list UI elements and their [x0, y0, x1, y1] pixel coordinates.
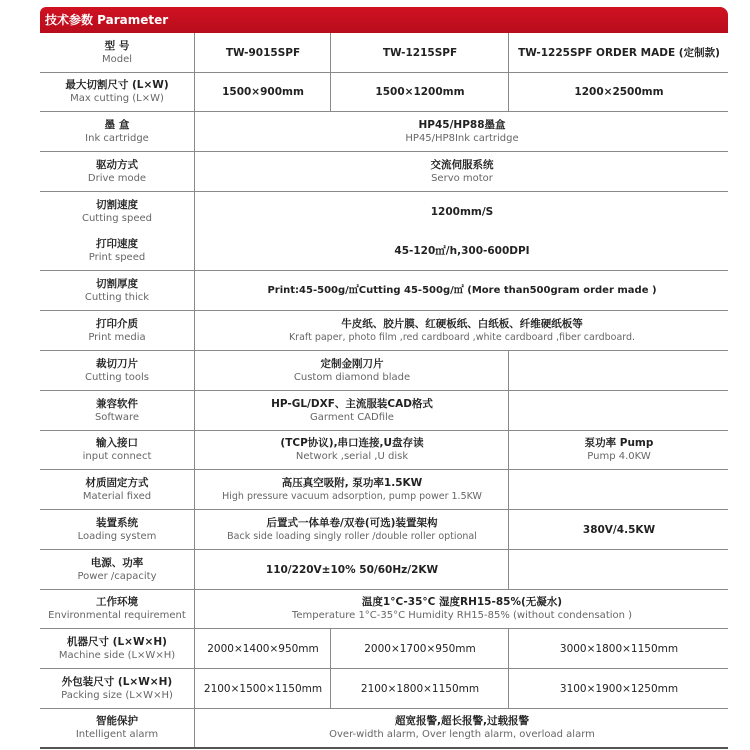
value-en: Servo motor — [431, 172, 493, 184]
cell-max-cutting-2 — [330, 73, 509, 111]
cell-max-cutting-3 — [508, 73, 729, 111]
table-row-drive — [40, 152, 728, 192]
table-row-loading — [40, 510, 728, 550]
cell-alarm — [194, 709, 729, 747]
label-zh: 裁切刀片 — [96, 357, 138, 370]
cell-print-media — [194, 311, 729, 350]
label-en: Machine side (L×W×H) — [58, 649, 176, 661]
row-label — [40, 669, 194, 708]
value-zh: HP45/HP88墨盒 — [418, 118, 506, 131]
value-en: Temperature 1°C-35°C Humidity RH15-85% (without condensation ) — [291, 610, 633, 621]
row-label — [40, 192, 194, 231]
table-row-ink — [40, 112, 728, 152]
value-zh: 定制金刚刀片 — [320, 357, 384, 370]
cell-cutting-thick — [194, 271, 729, 310]
value-zh: 交流伺服系统 — [430, 158, 494, 171]
parameter-header: 技术参数 Parameter — [40, 7, 728, 33]
row-label — [40, 152, 194, 191]
value: 1500×900mm — [222, 86, 304, 98]
value-en: HP45/HP8Ink cartridge — [405, 132, 519, 144]
row-label — [40, 431, 194, 469]
value-zh: HP-GL/DXF、主流服装CAD格式 — [271, 397, 433, 410]
label-zh: 电源、功率 — [90, 556, 144, 569]
label-en: Material fixed — [82, 490, 152, 502]
label-zh: 外包装尺寸 (L×W×H) — [61, 675, 173, 688]
label-en: Packing size (L×W×H) — [61, 689, 173, 701]
value-zh: 温度1°C-35°C 湿度RH15-85%(无凝水) — [361, 596, 563, 608]
value: 1200mm/S — [430, 205, 494, 218]
cell-cutting-tools-extra — [508, 351, 729, 390]
label-en: Model — [101, 53, 133, 65]
row-label — [40, 629, 194, 668]
table-row-cutting-thick — [40, 271, 728, 311]
table-row-model — [40, 33, 728, 73]
label-en: Loading system — [77, 530, 157, 542]
label-en: Environmental requirement — [48, 610, 186, 621]
cell-pump — [508, 431, 729, 469]
cell-software-extra — [508, 391, 729, 430]
table-row-packing-size — [40, 669, 728, 709]
cell-model-1 — [194, 33, 331, 72]
value-en: Over-width alarm, Over length alarm, overload alarm — [329, 729, 595, 740]
value-zh: 后置式一体单卷/双卷(可选)装置架构 — [266, 516, 438, 529]
cell-model-2 — [330, 33, 509, 72]
value-en: Back side loading singly roller /double roller optional — [227, 530, 477, 542]
value-en: Kraft paper, photo film ,red cardboard ,white cardboard ,fiber cardboard. — [288, 331, 636, 343]
cell-max-cutting-1 — [194, 73, 331, 111]
value: 2000×1700×950mm — [364, 642, 476, 655]
label-zh: 材质固定方式 — [85, 476, 149, 489]
cell-environment — [194, 590, 729, 628]
label-zh: 打印介质 — [96, 317, 138, 330]
label-zh: 墨 盒 — [104, 118, 130, 131]
row-label — [40, 33, 194, 72]
label-en: Cutting thick — [84, 291, 150, 303]
table-row-material — [40, 470, 728, 510]
row-label — [40, 470, 194, 509]
cell-material — [194, 470, 509, 509]
cell-software — [194, 391, 509, 430]
label-zh: 智能保护 — [96, 715, 138, 727]
label-en: Intelligent alarm — [75, 729, 159, 740]
label-zh: 驱动方式 — [96, 158, 138, 171]
table-row-print-media — [40, 311, 728, 351]
value-zh: 牛皮纸、胶片膜、红硬板纸、白纸板、纤维硬纸板等 — [341, 317, 583, 330]
row-label — [40, 73, 194, 111]
cell-power — [194, 550, 509, 589]
cell-input — [194, 431, 509, 469]
label-zh: 切割速度 — [96, 198, 138, 211]
cell-loading-power — [508, 510, 729, 549]
value: 3100×1900×1250mm — [559, 682, 679, 695]
label-en: Ink cartridge — [85, 132, 149, 144]
label-en: Power /capacity — [77, 570, 157, 582]
table-row-alarm — [40, 709, 728, 749]
label-en: Drive mode — [87, 172, 147, 184]
value: 1500×1200mm — [375, 86, 465, 98]
row-label — [40, 510, 194, 549]
cell-machine-size-3 — [508, 629, 729, 668]
label-zh: 型 号 — [104, 39, 130, 52]
value: 110/220V±10% 50/60Hz/2KW — [265, 563, 439, 576]
row-label — [40, 112, 194, 151]
cell-packing-size-3 — [508, 669, 729, 708]
value-zh: (TCP协议),串口连接,U盘存读 — [280, 437, 424, 449]
cell-packing-size-1 — [194, 669, 331, 708]
cell-power-extra — [508, 550, 729, 589]
label-en: Software — [94, 411, 140, 423]
table-row-software — [40, 391, 728, 431]
row-label — [40, 271, 194, 310]
row-label — [40, 351, 194, 390]
cell-packing-size-2 — [330, 669, 509, 708]
value: 2100×1500×1150mm — [203, 682, 323, 695]
table-row-input — [40, 431, 728, 470]
cell-print-speed — [194, 231, 729, 270]
value: TW-1225SPF ORDER MADE (定制款) — [518, 46, 720, 59]
label-zh: 工作环境 — [96, 596, 138, 608]
cell-loading — [194, 510, 509, 549]
label-en: input connect — [82, 451, 152, 462]
pump-en: Pump 4.0KW — [587, 451, 651, 462]
label-en: Cutting tools — [85, 371, 149, 383]
row-label — [40, 391, 194, 430]
value: TW-9015SPF — [225, 46, 301, 59]
label-en: Cutting speed — [81, 212, 152, 224]
value: 2100×1800×1150mm — [360, 682, 480, 695]
label-zh: 打印速度 — [96, 237, 138, 250]
table-row-cutting-tools — [40, 351, 728, 391]
row-label — [40, 550, 194, 589]
label-en: Print speed — [88, 251, 146, 263]
table-row-max-cutting — [40, 73, 728, 112]
cell-cutting-tools — [194, 351, 509, 390]
table-row-environment — [40, 590, 728, 629]
cell-machine-size-2 — [330, 629, 509, 668]
label-zh: 装置系统 — [96, 516, 138, 529]
label-zh: 切割厚度 — [96, 277, 138, 290]
value: 45-120㎡/h,300-600DPI — [394, 244, 530, 257]
label-en: Print media — [88, 331, 146, 343]
value: Print:45-500g/㎡Cutting 45-500g/㎡ (More than500gram order made ) — [267, 284, 657, 296]
value: 1200×2500mm — [574, 86, 664, 98]
cell-machine-size-1 — [194, 629, 331, 668]
value-en: Custom diamond blade — [293, 371, 411, 383]
value-en: High pressure vacuum adsorption, pump power 1.5KW — [222, 490, 482, 502]
value: 2000×1400×950mm — [207, 642, 319, 655]
row-label — [40, 590, 194, 628]
value: 380V/4.5KW — [582, 523, 656, 536]
value: 3000×1800×1150mm — [559, 642, 679, 655]
table-row-cutting-speed — [40, 192, 728, 231]
cell-material-extra — [508, 470, 729, 509]
cell-drive — [194, 152, 729, 191]
label-en: Max cutting (L×W) — [70, 93, 164, 104]
cell-ink — [194, 112, 729, 151]
table-row-power — [40, 550, 728, 590]
table-row-machine-size — [40, 629, 728, 669]
row-label — [40, 311, 194, 350]
value-zh: 高压真空吸附, 泵功率1.5KW — [281, 476, 423, 489]
value-en: Network ,serial ,U disk — [295, 451, 409, 462]
value-en: Garment CADfile — [310, 411, 394, 423]
label-zh: 机器尺寸 (L×W×H) — [67, 635, 167, 648]
value: TW-1215SPF — [382, 46, 458, 59]
label-zh: 兼容软件 — [96, 397, 138, 410]
value-zh: 超宽报警,超长报警,过载报警 — [395, 715, 529, 727]
pump-zh: 泵功率 Pump — [584, 437, 654, 449]
cell-model-3 — [508, 33, 729, 72]
row-label — [40, 231, 194, 270]
table-row-print-speed — [40, 231, 728, 271]
row-label — [40, 709, 194, 747]
cell-cutting-speed — [194, 192, 729, 231]
label-zh: 最大切割尺寸 (L×W) — [65, 79, 169, 91]
label-zh: 输入接口 — [96, 437, 138, 449]
